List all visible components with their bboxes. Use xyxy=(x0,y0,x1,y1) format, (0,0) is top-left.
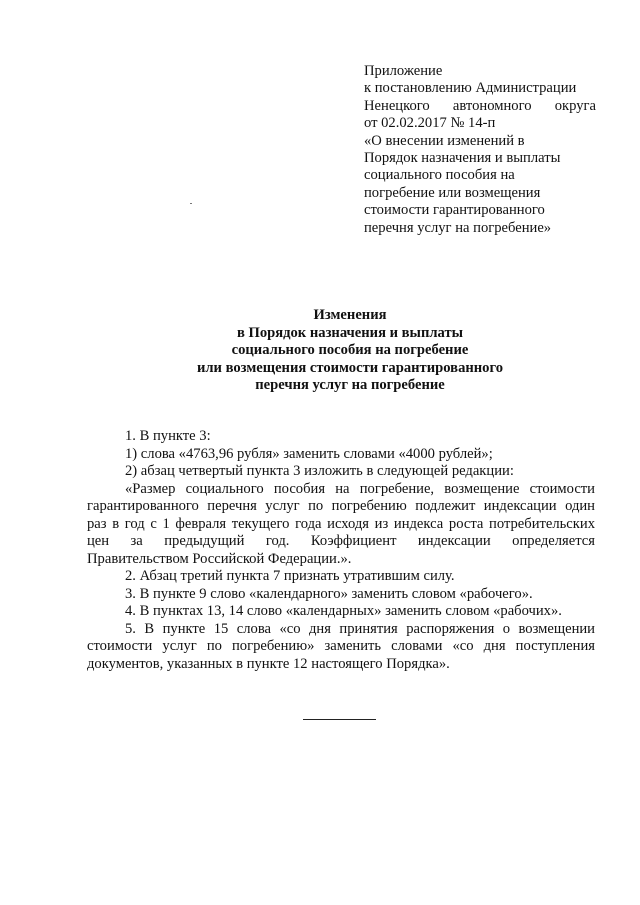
appendix-line: «О внесении изменений в xyxy=(364,132,525,149)
document-title xyxy=(100,307,600,395)
document-body xyxy=(87,428,595,673)
item-3: 3. В пункте 9 слово «календарного» заменить словом «рабочего». xyxy=(125,585,533,602)
quote-line: «Размер социального пособия на погребение, возмещение стоимости xyxy=(125,480,595,497)
quote-line: цен за предыдущий год. Коэффициент индексации определяется xyxy=(87,533,595,549)
item-5-line: 5. В пункте 15 слова «со дня принятия распоряжения о возмещении xyxy=(125,620,595,637)
item-1-heading: 1. В пункте 3: xyxy=(125,428,211,444)
item-2: 2. Абзац третий пункта 7 признать утратившим силу. xyxy=(125,568,455,584)
title-line: Изменения xyxy=(313,307,387,323)
title-line: перечня услуг на погребение xyxy=(255,377,445,394)
appendix-line: Ненецкого автономного округа xyxy=(364,97,596,114)
title-line: или возмещения стоимости гарантированного xyxy=(196,359,504,376)
appendix-line: от 02.02.2017 № 14-п xyxy=(364,115,496,132)
item-5-line: стоимости услуг по погребению» заменить словами «со дня поступления xyxy=(87,638,595,654)
scan-speck xyxy=(190,203,192,204)
appendix-line: перечня услуг на погребение» xyxy=(364,219,552,236)
quote-line: гарантированного перечня услуг по погребению подлежит индексации один xyxy=(87,498,595,514)
quote-line: Правительством Российской Федерации.». xyxy=(87,550,352,567)
item-1-subitem-2: 2) абзац четвертый пункта 3 изложить в следующей редакции: xyxy=(125,463,514,479)
quote-line: раз в год с 1 февраля текущего года исходя из индекса роста потребительских xyxy=(87,515,595,532)
item-5-line: документов, указанных в пункте 12 настоящего Порядка». xyxy=(87,655,450,672)
end-separator-line xyxy=(303,719,376,720)
appendix-line: стоимости гарантированного xyxy=(364,202,545,219)
title-line: в Порядок назначения и выплаты xyxy=(236,324,464,341)
title-line: социального пособия на погребение xyxy=(231,342,469,359)
appendix-line: Приложение xyxy=(364,63,443,79)
appendix-line: социального пособия на xyxy=(364,167,515,184)
appendix-line: к постановлению Администрации xyxy=(364,80,577,97)
item-4: 4. В пунктах 13, 14 слово «календарных» заменить словом «рабочих». xyxy=(125,603,562,619)
appendix-line: погребение или возмещения xyxy=(364,184,541,201)
item-1-subitem-1: 1) слова «4763,96 рубля» заменить словами «4000 рублей»; xyxy=(125,445,493,462)
appendix-block xyxy=(364,63,596,237)
appendix-line: Порядок назначения и выплаты xyxy=(364,150,561,167)
